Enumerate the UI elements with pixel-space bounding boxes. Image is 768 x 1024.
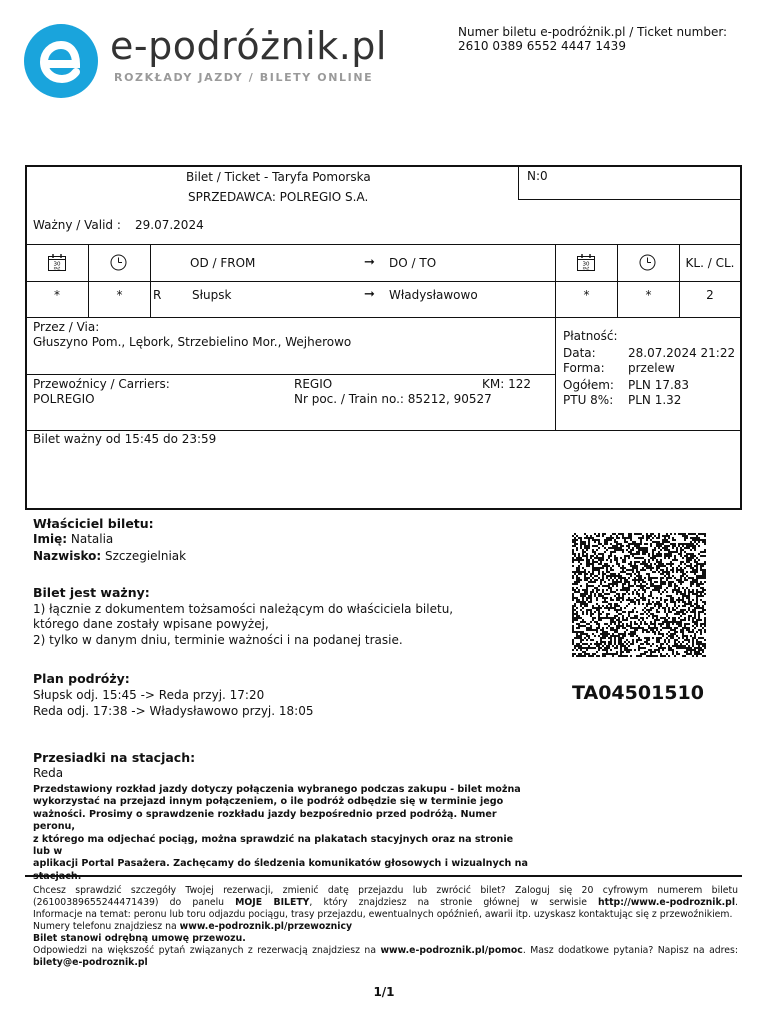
my-tickets-link: MOJE BILETY — [235, 897, 310, 908]
last-name-value: Szczegielniak — [105, 549, 187, 563]
transfers-title: Przesiadki na stacjach: — [33, 750, 196, 765]
payment-form-label: Forma: — [563, 361, 605, 375]
row-r-mark: R — [153, 288, 162, 302]
n-number: N:0 — [527, 169, 548, 183]
valid-label: Ważny / Valid : — [33, 218, 121, 232]
via-stations: Głuszyno Pom., Lębork, Strzebielino Mor., Wejherowo — [33, 335, 352, 349]
payment-ptu-value: PLN 1.32 — [628, 393, 682, 407]
calendar-icon — [48, 254, 66, 275]
footer-text — [33, 885, 738, 969]
first-name-value: Natalia — [70, 532, 114, 546]
footer-line: (26100389655244471439) do panelu MOJE BILETY, który znajdziesz na stronie głównej w serwisie http://www.e-podroznik.pl. — [33, 897, 738, 908]
plan-title: Plan podróży: — [33, 671, 130, 686]
owner-last-name — [33, 549, 186, 563]
via-label: Przez / Via: — [33, 320, 100, 334]
last-name-label: Nazwisko: — [33, 549, 102, 563]
row-to-station: Władysławowo — [389, 288, 478, 302]
footer-line: Bilet stanowi odrębną umowę przewozu. — [33, 933, 246, 944]
first-name-label: Imię: — [33, 532, 68, 546]
calendar-icon — [577, 254, 595, 275]
payment-ptu-label: PTU 8%: — [563, 393, 614, 407]
ticket-title: Bilet / Ticket - Taryfa Pomorska — [186, 170, 371, 184]
clock-icon — [639, 254, 656, 275]
valid-date: 29.07.2024 — [135, 218, 204, 232]
row-from-station: Słupsk — [192, 288, 232, 302]
carriers-label: Przewoźnicy / Carriers: — [33, 377, 170, 391]
from-label: OD / FROM — [190, 256, 256, 270]
payment-total-value: PLN 17.83 — [628, 378, 690, 392]
plan-leg-2: Reda odj. 17:38 -> Władysławowo przyj. 18:05 — [33, 704, 314, 718]
transfer-note-line: ważności. Prosimy o sprawdzenie rozkładu jazdy bezpośrednio przed podróżą. Numer peronu, — [33, 808, 497, 833]
carrier-name: POLREGIO — [33, 392, 95, 406]
payment-total-label: Ogółem: — [563, 378, 614, 392]
owner-title: Właściciel biletu: — [33, 516, 154, 531]
footer-line: Odpowiedzi na większość pytań związanych z rezerwacją znajdziesz na www.e-podroznik.pl/pomoc. Masz dodatkowe pytania? Napisz na adres: — [33, 945, 738, 956]
transfer-station: Reda — [33, 766, 64, 780]
arrow-right-icon: ➞ — [364, 287, 375, 302]
valid-rule-1: 1) łącznie z dokumentem tożsamości należącym do właściciela biletu, — [33, 602, 454, 616]
site-link[interactable]: http://www.e-podroznik.pl — [598, 897, 736, 908]
train-numbers: Nr poc. / Train no.: 85212, 90527 — [294, 392, 492, 406]
support-email-link[interactable]: bilety@e-podroznik.pl — [33, 957, 148, 968]
transfer-note-line — [33, 871, 533, 883]
payment-date-value: 28.07.2024 21:22 — [628, 346, 736, 360]
row-time-from: * — [116, 288, 123, 302]
carriers-link[interactable]: www.e-podroznik.pl/przewoznicy — [179, 921, 353, 932]
payment-form-value: przelew — [628, 361, 675, 375]
footer-divider — [25, 875, 742, 877]
transfer-note-line: aplikacji Portal Pasażera. Zachęcamy do śledzenia komunikatów głosowych i wizualnych na — [33, 858, 528, 870]
footer-line: Numery telefonu znajdziesz na www.e-podroznik.pl/przewoznicy — [33, 921, 353, 932]
qr-code — [572, 533, 706, 657]
svg-text:PAŹ: PAŹ — [582, 266, 590, 271]
svg-text:30: 30 — [53, 261, 61, 268]
row-time-to: * — [645, 288, 652, 302]
plan-leg-1: Słupsk odj. 15:45 -> Reda przyj. 17:20 — [33, 688, 265, 702]
valid-rule-3: 2) tylko w danym dniu, terminie ważności i na podanej trasie. — [33, 633, 403, 647]
class-label: KL. / CL. — [685, 256, 735, 270]
valid-rules-title: Bilet jest ważny: — [33, 585, 150, 600]
payment-title: Płatność: — [563, 329, 618, 343]
transfer-note-line: Przedstawiony rozkład jazdy dotyczy połączenia wybranego podczas zakupu - bilet można — [33, 784, 521, 795]
e-letter-icon — [24, 24, 98, 98]
brand-logo-circle — [24, 24, 98, 98]
ticket-number-value: 2610 0389 6552 4447 1439 — [458, 39, 626, 53]
row-date-from: * — [54, 288, 60, 302]
row-class: 2 — [706, 288, 714, 302]
owner-first-name — [33, 532, 113, 546]
valid-rule-2: którego dane zostały wpisane powyżej, — [33, 617, 269, 631]
footer-line: Chcesz sprawdzić szczegóły Twojej rezerwacji, zmienić datę przejazdu lub zwrócić bilet? Zaloguj się 20 cyfrowym numerem biletu — [33, 885, 738, 896]
svg-text:PAŹ: PAŹ — [53, 266, 61, 271]
distance-km: KM: 122 — [482, 377, 531, 391]
footer-line: Informacje na temat: peronu lub toru odjazdu pociągu, trasy przejazdu, ewentualnych opóźnień, awarii itp. uzyskasz kontaktując się z przewoźnikiem. — [33, 909, 733, 920]
train-category: REGIO — [294, 377, 333, 391]
seller: SPRZEDAWCA: POLREGIO S.A. — [188, 190, 369, 204]
page-number: 1/1 — [373, 985, 395, 999]
brand-tagline: ROZKŁADY JAZDY / BILETY ONLINE — [114, 71, 374, 84]
row-date-to: * — [583, 288, 590, 302]
transfer-note — [33, 784, 533, 883]
help-link[interactable]: www.e-podroznik.pl/pomoc — [380, 945, 523, 956]
brand-name: e-podróżnik.pl — [110, 24, 387, 68]
ticket-number-label: Numer biletu e-podróżnik.pl / Ticket number: — [458, 25, 728, 39]
arrow-right-icon: ➞ — [364, 255, 375, 270]
transfer-note-line: z którego ma odjechać pociąg, można sprawdzić na plakatach stacyjnych oraz na stronie lub w — [33, 833, 514, 858]
svg-text:30: 30 — [582, 261, 590, 268]
to-label: DO / TO — [389, 256, 437, 270]
payment-date-label: Data: — [563, 346, 596, 360]
transfer-note-line: wykorzystać na przejazd innym połączeniem, o ile podróż odbędzie się w terminie jego — [33, 796, 504, 808]
clock-icon — [110, 254, 127, 275]
ticket-code: TA04501510 — [572, 682, 704, 704]
validity-note: Bilet ważny od 15:45 do 23:59 — [33, 432, 217, 446]
